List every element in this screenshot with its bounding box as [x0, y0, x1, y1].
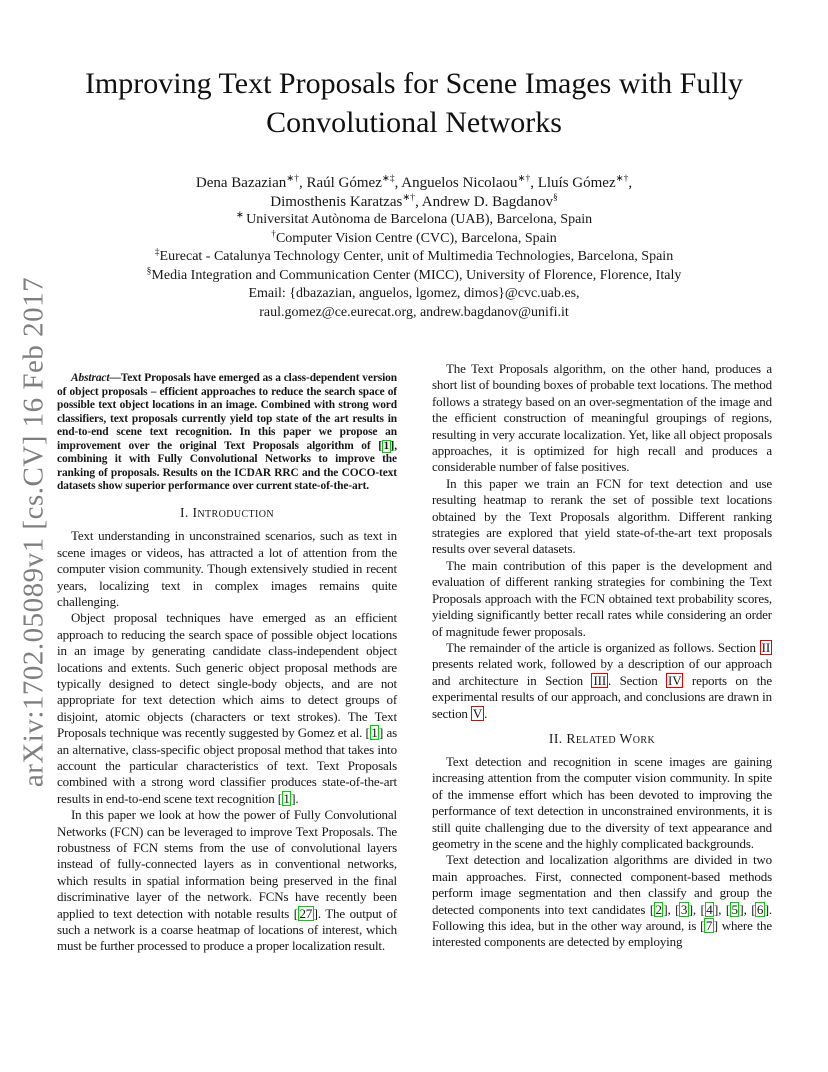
email-line-1: Email: {dbazazian, anguelos, lgomez, dimos}@cvc.uab.es, — [248, 286, 580, 301]
author-line-1: Dena Bazazian∗†, Raúl Gómez∗‡, Anguelos Nicolaou∗†, Lluís Gómez∗†, — [195, 174, 633, 191]
paragraph: In this paper we train an FCN for text detection and use resulting heatmap to rerank the set of possible text locations obtained by the Text Proposals algorithm. Different ranking strategies are explored that yield state-of-the-art text proposals results over several datasets. — [432, 475, 772, 557]
paragraph: The remainder of the article is organized as follows. Section II presents related work, followed by a description of our approach and architecture in Section III . Section IV reports on the experimental results of our approach, and conclusions are drawn in section V . — [432, 639, 773, 721]
section-heading-related-work: II. Related Work — [548, 730, 656, 746]
paragraph: Text understanding in unconstrained scenarios, such as text in scene images or videos, has attracted a lot of attention from the computer vision community. Though extensively studied in recent years, localizing text in complex images remains quite challenging. — [57, 528, 397, 609]
citation-link[interactable]: 6 — [756, 901, 764, 917]
author-line-2: Dimosthenis Karatzas∗†, Andrew D. Bagdanov§ — [270, 192, 558, 210]
abstract: Abstract—Text Proposals have emerged as a class-dependent version of object proposals – efficient approaches to reduce the search space of possible text object locations in an image. Combined with strong word classifiers, text proposals currently yield top state of the art results in end-to-end scene text recognition. In this paper we propose an improvement over the original Text Proposals algorithm of [ 1 ], combining it with Fully Convolutional Networks to improve the ranking of proposals. Results on the ICDAR RRC and the COCO-text datasets show superior performance over current state-of-the-art. — [57, 372, 397, 493]
citation-link[interactable]: 5 — [731, 901, 738, 917]
citation-link[interactable]: 1 — [283, 790, 290, 806]
footnote-marker: § — [552, 192, 558, 203]
arxiv-watermark: arXiv:1702.05089v1 [cs.CV] 16 Feb 2017 — [17, 276, 50, 788]
paragraph: Object proposal techniques have emerged as an efficient approach to reducing the search space of possible object locations in an image by generating candidate class-independent object locations and extents. Such generic object proposal methods are typically designed to detect single-body objects, and are not appropriate for text detection which aims to detect groups of disjoint, atomic objects (characters or text strokes). The Text Proposals technique was recently suggested by Gomez et al. [ 1 ] as an alternative, class-specific object proposal method that takes into account the particular characteristics of text. Text Proposals combined with a strong word classifier produces state-of-the-art results in end-to-end scene text recognition [ 1 ]. — [57, 610, 397, 806]
paragraph: The main contribution of this paper is the development and evaluation of different ranking strategies for combining the Text Proposals approach with the FCN obtained text probability scores, yielding significantly better recall rates while considering an order of magnitude fewer proposals. — [432, 557, 772, 639]
citation-link[interactable]: 1 — [383, 439, 390, 452]
paragraph: Text detection and recognition in scene images are gaining increasing attention from the computer vision community. In spite of the immense effort which has been devoted to improving the performance of text detection in unconstrained environments, it is still quite challenging due to the diversity of text appearance and geometry in the scene and the highly complicated backgrounds. — [432, 753, 772, 851]
citation-link[interactable]: 27 — [299, 905, 313, 921]
italic-text: Abstract — [71, 372, 110, 385]
paragraph: The Text Proposals algorithm, on the other hand, produces a short list of bounding boxes of probable text locations. The method follows a strategy based on an over-segmentation of the image and the efficient construction of meaningful groupings of regions, resulting in very accurate localization. Yet, like all object proposals approaches, it is optimized for high recall and produces a considerable number of false positives. — [432, 361, 772, 475]
section-ref-link[interactable]: II — [761, 639, 770, 655]
affiliation-eurecat: ‡Eurecat - Catalunya Technology Center, unit of Multimedia Technologies, Barcelona, Spain — [154, 247, 674, 264]
footnote-marker: ∗† — [517, 174, 531, 184]
affiliation-micc: §Media Integration and Communication Center (MICC), University of Florence, Florence, Italy — [146, 265, 682, 283]
citation-link[interactable]: 2 — [655, 901, 662, 917]
footnote-marker: ∗ — [235, 210, 247, 221]
paper-title: Improving Text Proposals for Scene Images with Fully Convolutional Networks — [84, 67, 744, 139]
footnote-marker: ‡ — [154, 247, 160, 258]
footnote-marker: ∗‡ — [381, 174, 395, 184]
footnote-marker: § — [146, 265, 152, 276]
section-heading-introduction: I. Introduction — [179, 505, 275, 521]
footnote-marker: ∗† — [402, 192, 416, 203]
section-ref-link[interactable]: V — [472, 705, 483, 721]
citation-link[interactable]: 4 — [706, 901, 713, 917]
section-ref-link[interactable]: III — [593, 672, 607, 688]
footnote-marker: † — [271, 228, 276, 239]
citation-link[interactable]: 1 — [371, 725, 378, 741]
footnote-marker: ∗† — [615, 174, 629, 184]
author-block — [0, 174, 828, 322]
paragraph: Text detection and localization algorithms are divided in two main approaches. First, connected component-based methods perform image segmentation and then classify and group the detected components into text candidates [ 2 ], [ 3 ], [ 4 ], [ 5 ], [ 6 ]. Following this idea, but in the other way around, is [ 7 ] where the interested components are detected by employing — [432, 852, 773, 950]
paragraph: In this paper we look at how the power of Fully Convolutional Networks (FCN) can be leveraged to improve Text Proposals. The robustness of FCN stems from the use of convolutional layers instead of fully-connected layers as in conventional networks, which results in spatial information being preserved in the final discriminative layer of the network. FCNs have recently been applied to text detection with notable results [ 27 ]. The output of such a network is a coarse heatmap of locations of interest, which must be further processed to produce a proper localization result. — [57, 807, 397, 954]
affiliation-uab: ∗ Universitat Autònoma de Barcelona (UAB), Barcelona, Spain — [235, 210, 593, 227]
email-line-2: raul.gomez@ce.eurecat.org, andrew.bagdanov@unifi.it — [259, 304, 569, 320]
left-column — [57, 361, 397, 955]
footnote-marker: ∗† — [286, 174, 299, 184]
right-column — [432, 361, 772, 951]
affiliation-cvc: †Computer Vision Centre (CVC), Barcelona, Spain — [271, 228, 557, 246]
section-ref-link[interactable]: IV — [668, 672, 682, 688]
citation-link[interactable]: 3 — [680, 901, 688, 917]
citation-link[interactable]: 7 — [705, 918, 713, 933]
